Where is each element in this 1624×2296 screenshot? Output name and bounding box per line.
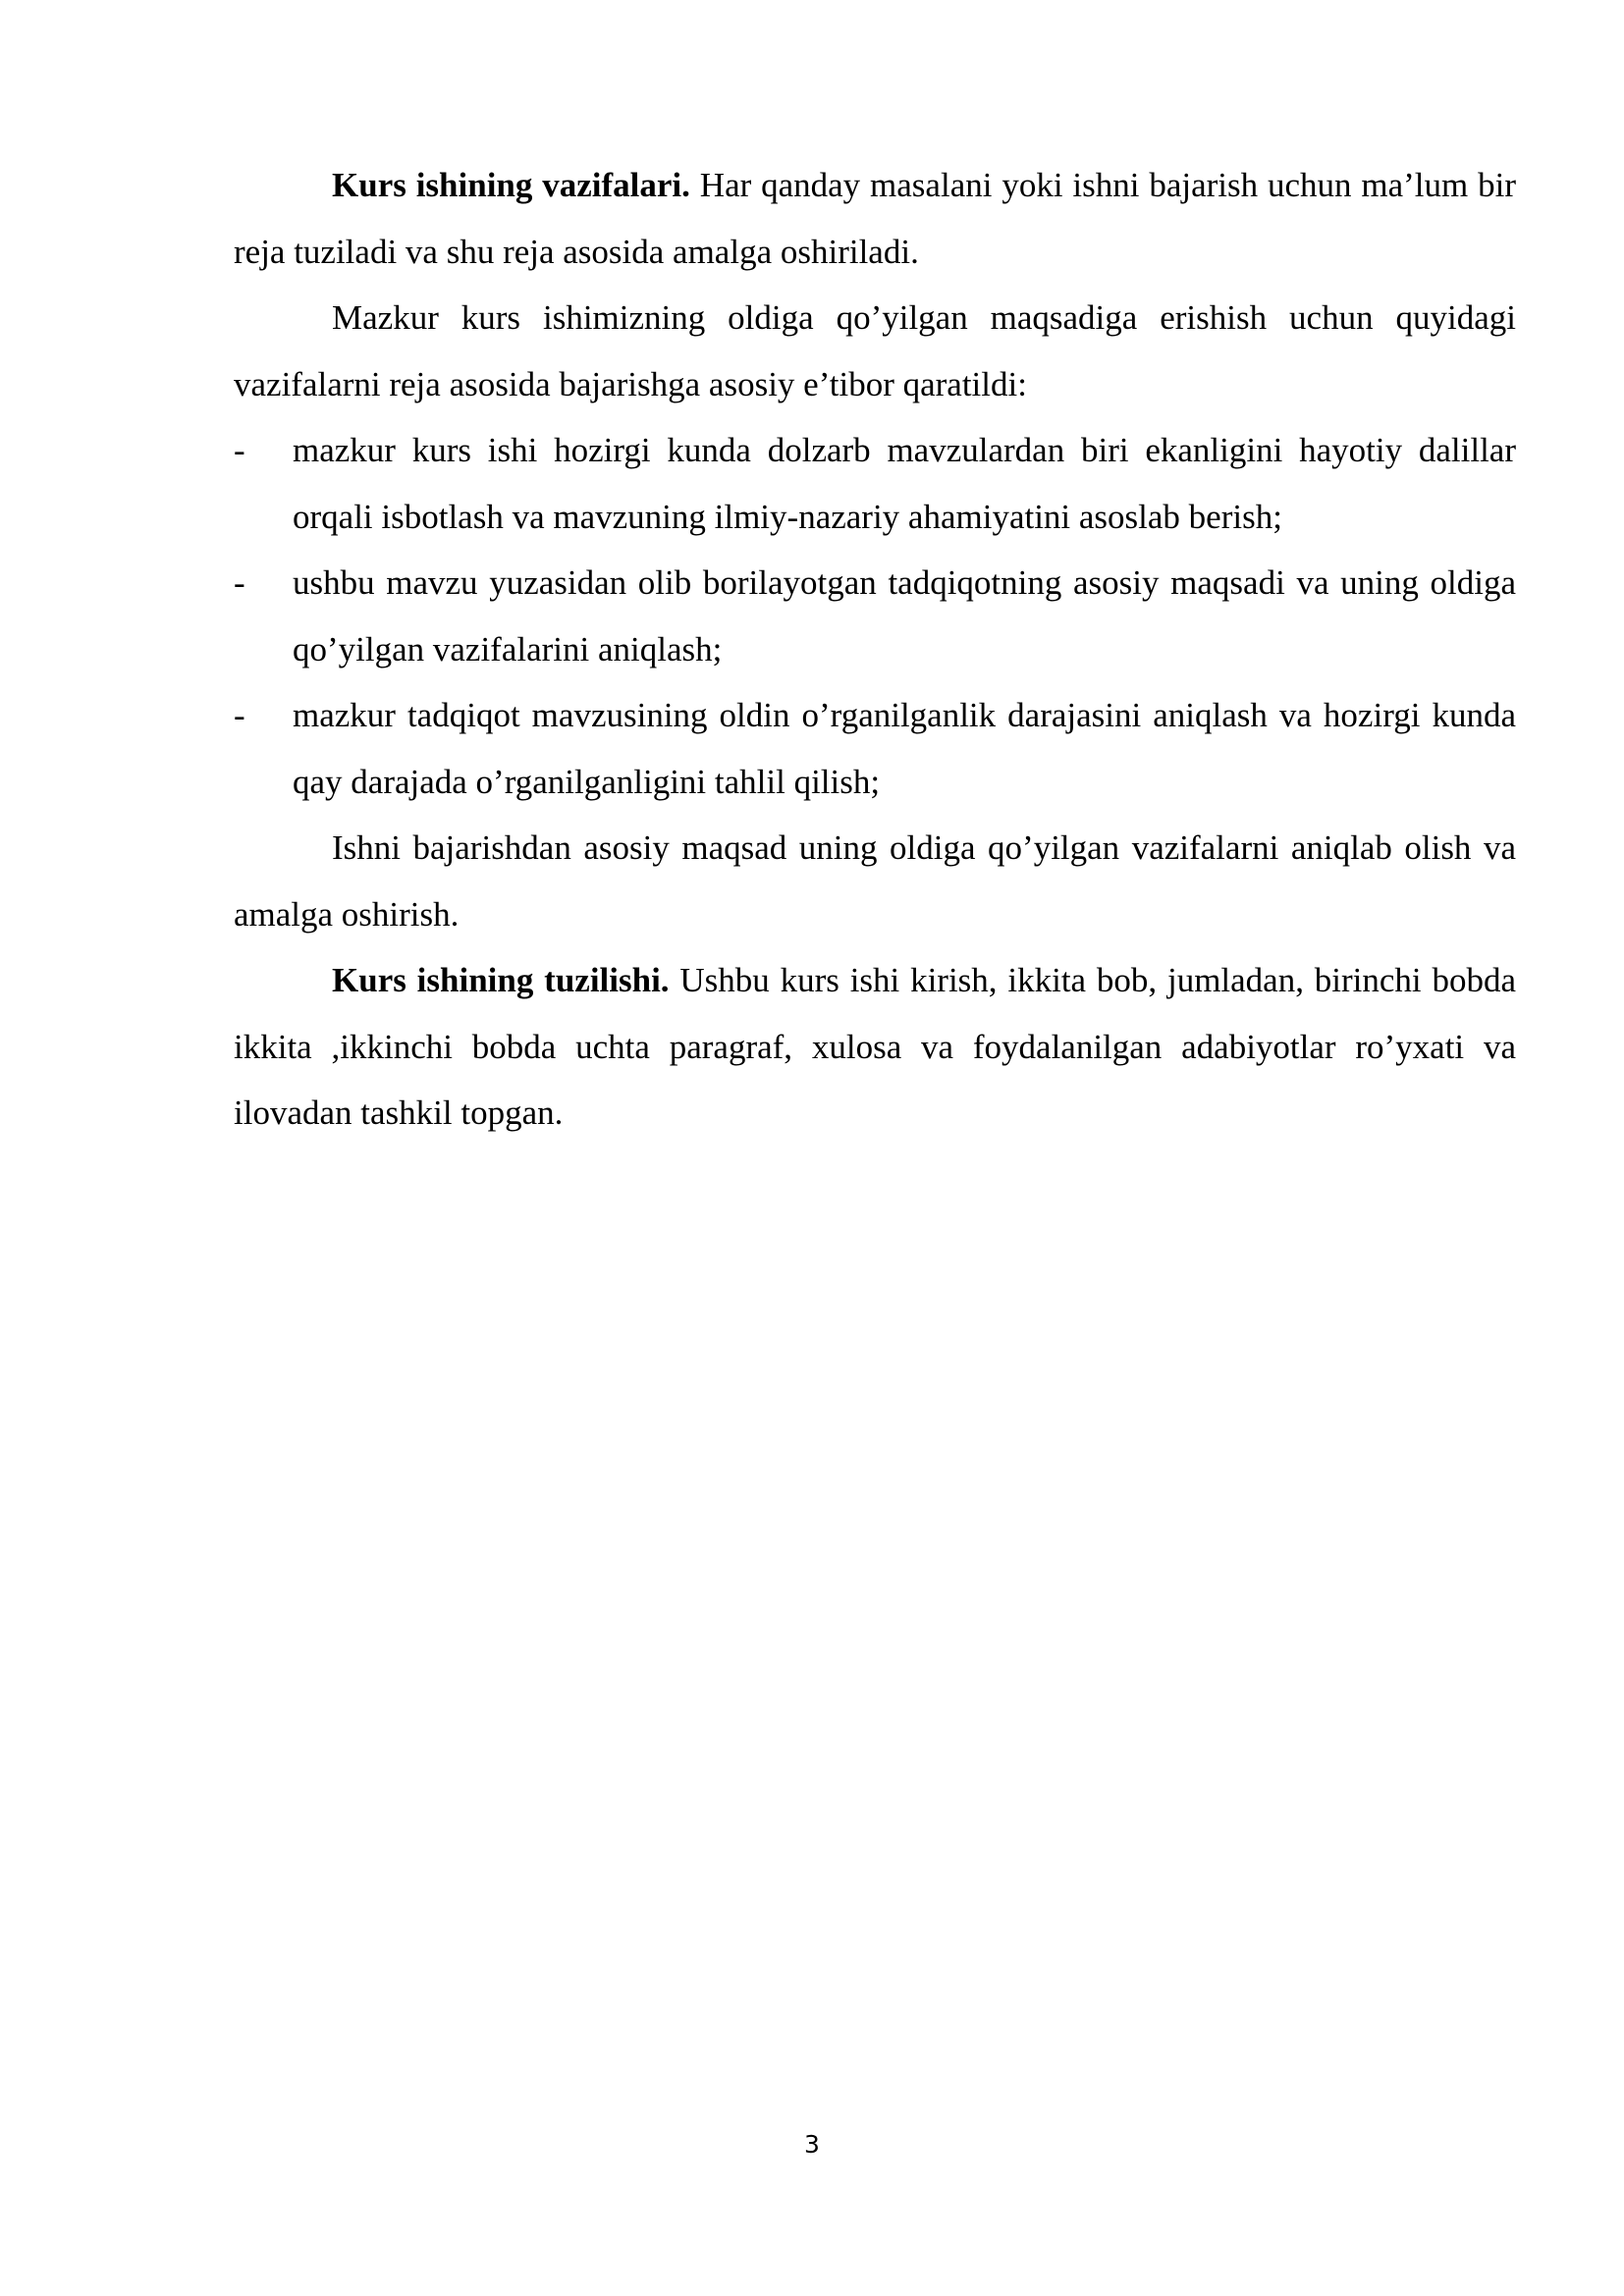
page-number: 3 xyxy=(804,2130,820,2159)
objectives-intro-text: Mazkur kurs ishimizning oldiga qo’yilgan maqsadiga erishish uchun quyidagi vazifalarni reja asosida bajarishga asosiy e’tibor qaratildi: xyxy=(234,298,1516,403)
course-tasks-heading: Kurs ishining vazifalari. xyxy=(332,166,690,204)
document-page xyxy=(234,152,1516,1147)
list-item-text: mazkur tadqiqot mavzusining oldin o’rganilganlik darajasini aniqlash va hozirgi kunda qay darajada o’rganilganligini tahlil qilish; xyxy=(293,696,1516,801)
tasks-list xyxy=(234,417,1516,815)
list-marker: - xyxy=(234,563,245,602)
course-structure-text: Ushbu kurs ishi kirish, ikkita bob, jumladan, birinchi bobda ikkita ,ikkinchi bobda uchta paragraf, xulosa va foydalanilgan adabiyotlar ro’yxati va ilovadan tashkil topgan. xyxy=(234,961,1516,1132)
paragraph-course-tasks xyxy=(234,152,1516,285)
course-structure-heading: Kurs ishining tuzilishi. xyxy=(332,961,670,999)
list-marker: - xyxy=(234,696,245,734)
list-item-text: mazkur kurs ishi hozirgi kunda dolzarb mavzulardan biri ekanligini hayotiy dalillar orqali isbotlash va mavzuning ilmiy-nazariy ahamiyatini asoslab berish; xyxy=(293,431,1516,536)
list-item xyxy=(234,417,1516,550)
paragraph-objectives-intro xyxy=(234,285,1516,417)
list-item-text: ushbu mavzu yuzasidan olib borilayotgan tadqiqotning asosiy maqsadi va uning oldiga qo’yilgan vazifalarini aniqlash; xyxy=(293,563,1516,668)
paragraph-main-goal xyxy=(234,815,1516,947)
main-goal-text: Ishni bajarishdan asosiy maqsad uning oldiga qo’yilgan vazifalarni aniqlab olish va amalga oshirish. xyxy=(234,828,1516,934)
list-item xyxy=(234,550,1516,682)
list-item xyxy=(234,682,1516,815)
list-marker: - xyxy=(234,431,245,469)
course-tasks-text: Har qanday masalani yoki ishni bajarish uchun ma’lum bir reja tuziladi va shu reja asosida amalga oshiriladi. xyxy=(234,166,1517,271)
paragraph-course-structure xyxy=(234,947,1516,1147)
